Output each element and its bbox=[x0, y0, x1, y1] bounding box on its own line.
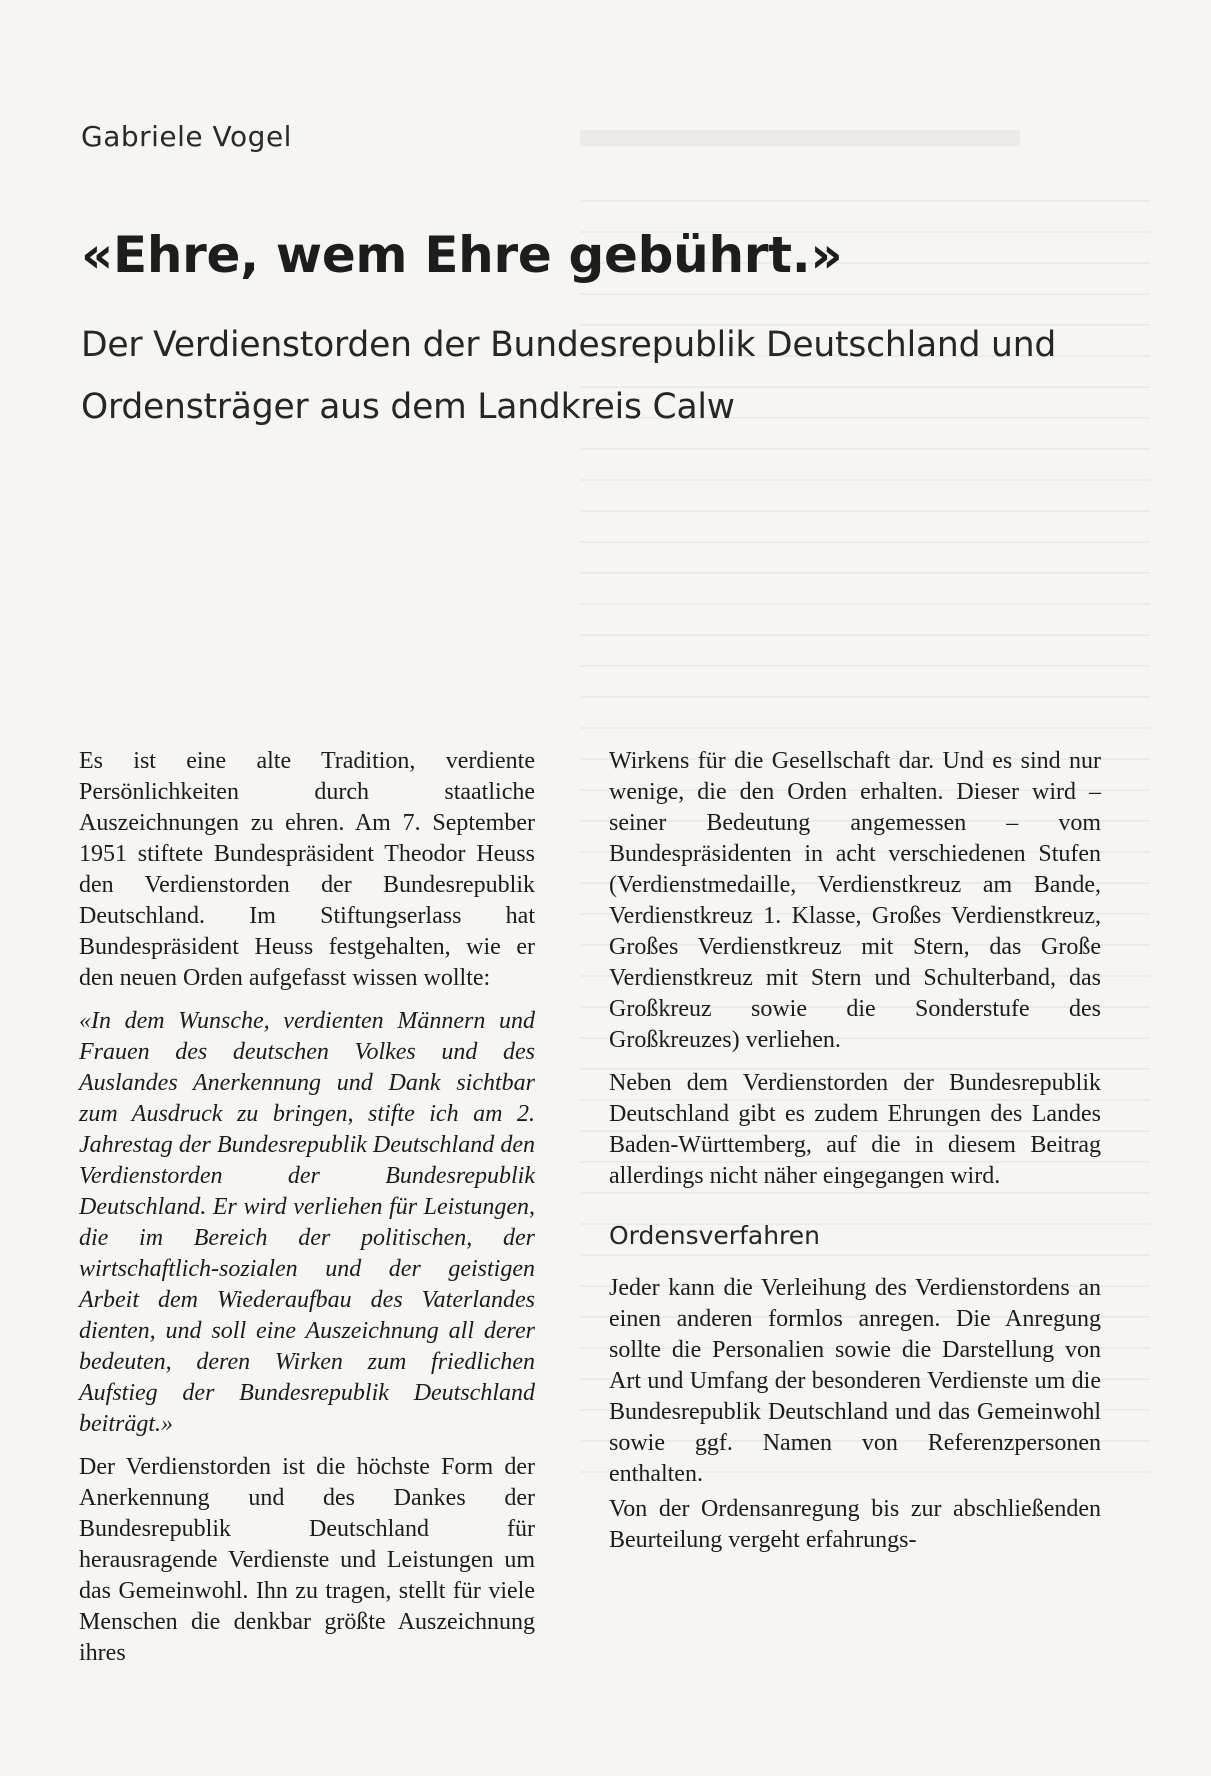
intro-paragraph: Es ist eine alte Tradition, verdiente Persönlichkeiten durch staatliche Auszeichnungen zu ehren. Am 7. September 1951 stiftete Bundespräsident Theodor Heuss den Verdienstorden der Bundesrepublik Deutschland. Im Stiftungserlass hat Bundespräsident Heuss festgehalten, wie er den neuen Orden aufgefasst wissen wollte: bbox=[79, 748, 535, 991]
bleed-through-header bbox=[580, 130, 1020, 146]
founding-decree-quote: «In dem Wunsche, verdienten Männern und Frauen des deutschen Volkes und des Auslandes Anerkennung und Dank sichtbar zum Ausdruck zu bringen, stifte ich am 2. Jahrestag der Bundesrepublik Deutschland den Verdienstorden der Bundesrepublik Deutschland. Er wird verliehen für Leistungen, die im Bereich der politischen, der wirtschaftlich-sozialen und der geistigen Arbeit dem Wiederaufbau des Vaterlandes dienten, und soll eine Auszeichnung all derer bedeuten, deren Wirken zum friedlichen Aufstieg der Bundesrepublik Deutschland beiträgt.» bbox=[79, 1008, 535, 1437]
left-column bbox=[79, 746, 535, 1681]
article-subtitle: Der Verdienstorden der Bundesrepublik Deutschland und Ordensträger aus dem Landkreis Calw bbox=[81, 325, 1057, 427]
right-column bbox=[609, 746, 1101, 1568]
article-title: «Ehre, wem Ehre gebührt.» bbox=[81, 226, 843, 284]
author-name: Gabriele Vogel bbox=[81, 120, 292, 153]
section-heading-ordensverfahren: Ordensverfahren bbox=[609, 1221, 821, 1250]
order-levels-paragraph: Wirkens für die Gesellschaft dar. Und es sind nur wenige, die den Orden erhalten. Dieser wird – seiner Bedeutung angemessen – vom Bundespräsidenten in acht verschiedenen Stufen (Verdienstmedaille, Verdienstkreuz am Bande, Verdienstkreuz 1. Klasse, Großes Verdienstkreuz, Großes Verdienstkreuz mit Stern, das Große Verdienstkreuz mit Stern und Schulterband, das Großkreuz sowie die Sonderstufe des Großkreuzes) verliehen. bbox=[609, 748, 1101, 1053]
nomination-paragraph: Jeder kann die Verleihung des Verdienstordens an einen anderen formlos anregen. Die Anregung sollte die Personalien sowie die Darstellung von Art und Umfang der besonderen Verdienste um die Bundesrepublik Deutschland und das Gemeinwohl sowie ggf. Namen von Referenzpersonen enthalten. bbox=[609, 1275, 1101, 1487]
procedure-duration-paragraph: Von der Ordensanregung bis zur abschließenden Beurteilung vergeht erfahrungs- bbox=[609, 1496, 1101, 1553]
state-honors-paragraph: Neben dem Verdienstorden der Bundesrepublik Deutschland gibt es zudem Ehrungen des Landes Baden-Württemberg, auf die in diesem Beitrag allerdings nicht näher eingegangen wird. bbox=[609, 1070, 1101, 1189]
order-significance-paragraph: Der Verdienstorden ist die höchste Form der Anerkennung und des Dankes der Bundesrepublik Deutschland für herausragende Verdienste und Leistungen um das Gemeinwohl. Ihn zu tragen, stellt für viele Menschen die denkbar größte Auszeichnung ihres bbox=[79, 1454, 535, 1666]
